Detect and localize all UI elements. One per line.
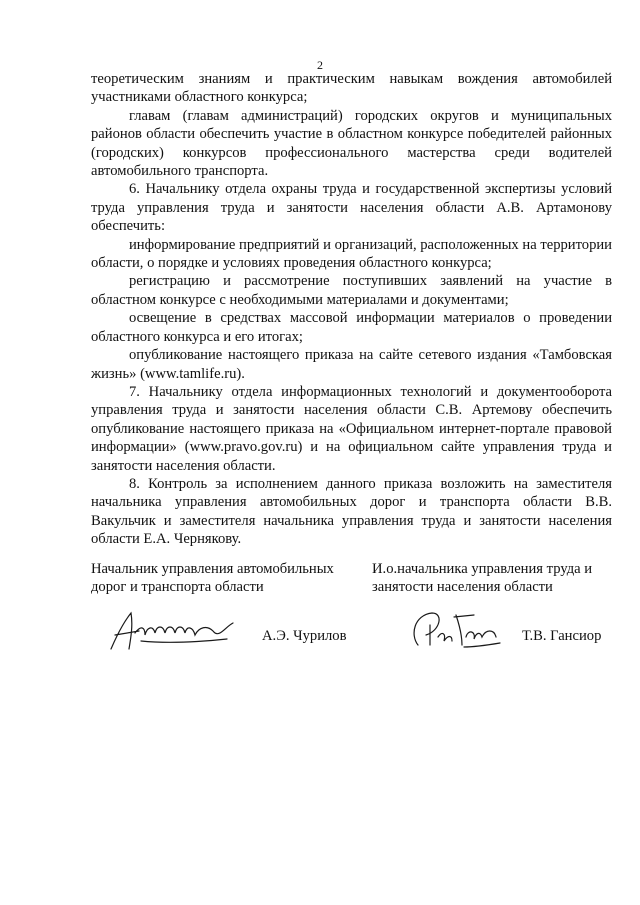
handwritten-signature-right [404, 605, 504, 655]
signature-block-right [372, 560, 622, 657]
paragraph-3: 6. Начальнику отдела охраны труда и государственной экспертизы условий труда управления труда и занятости населения области А.В. Артамонову обеспечить: [91, 181, 612, 235]
signatory-name-right: Т.В. Гансиор [522, 627, 602, 644]
document-body [91, 70, 612, 549]
paragraph-9: 8. Контроль за исполнением данного приказа возложить на заместителя начальника управления автомобильных дорог и транспорта области В.В. Вакульчик и заместителя начальника управления труда и занятости населения области Е.А. Чернякову. [91, 475, 612, 548]
paragraph-1: теоретическим знаниям и практическим навыкам вождения автомобилей участниками областного конкурса; [91, 71, 612, 106]
page-number: 2 [317, 58, 323, 72]
signatory-title-line1: И.о.начальника управления труда и [372, 561, 593, 577]
handwritten-signature-left [105, 605, 240, 655]
signatory-title-line2: занятости населения области [372, 579, 553, 596]
paragraph-4: информирование предприятий и организаций, расположенных на территории области, о порядке и условиях проведения областного конкурса; [91, 236, 612, 272]
paragraph-6: освещение в средствах массовой информации материалов о проведении областного конкурса и его итогах; [91, 310, 612, 345]
signatory-title-line1: Начальник управления автомобильных [91, 561, 334, 577]
signature-block-left [91, 560, 361, 657]
signatory-name-left: А.Э. Чурилов [262, 627, 347, 644]
paragraph-2: главам (главам администраций) городских округов и муниципальных районов области обеспечить участие в областном конкурсе победителей районных (городских) конкурсов профессионального мастерства среди водителей автомобильного транспорта. [91, 107, 612, 180]
paragraph-7: опубликование настоящего приказа на сайте сетевого издания «Тамбовская жизнь» (www.tamlife.ru). [91, 347, 612, 382]
signatory-title-line2: дорог и транспорта области [91, 579, 264, 596]
paragraph-8: 7. Начальнику отдела информационных технологий и документооборота управления труда и занятости населения области С.В. Артемову обеспечить опубликование настоящего приказа на «Официальном интернет-портале правовой информации» (www.pravo.gov.ru) и на официальном сайте управления труда и занятости населения области. [91, 383, 612, 474]
paragraph-5: регистрацию и рассмотрение поступивших заявлений на участие в областном конкурсе с необходимыми материалами и документами; [91, 273, 612, 308]
